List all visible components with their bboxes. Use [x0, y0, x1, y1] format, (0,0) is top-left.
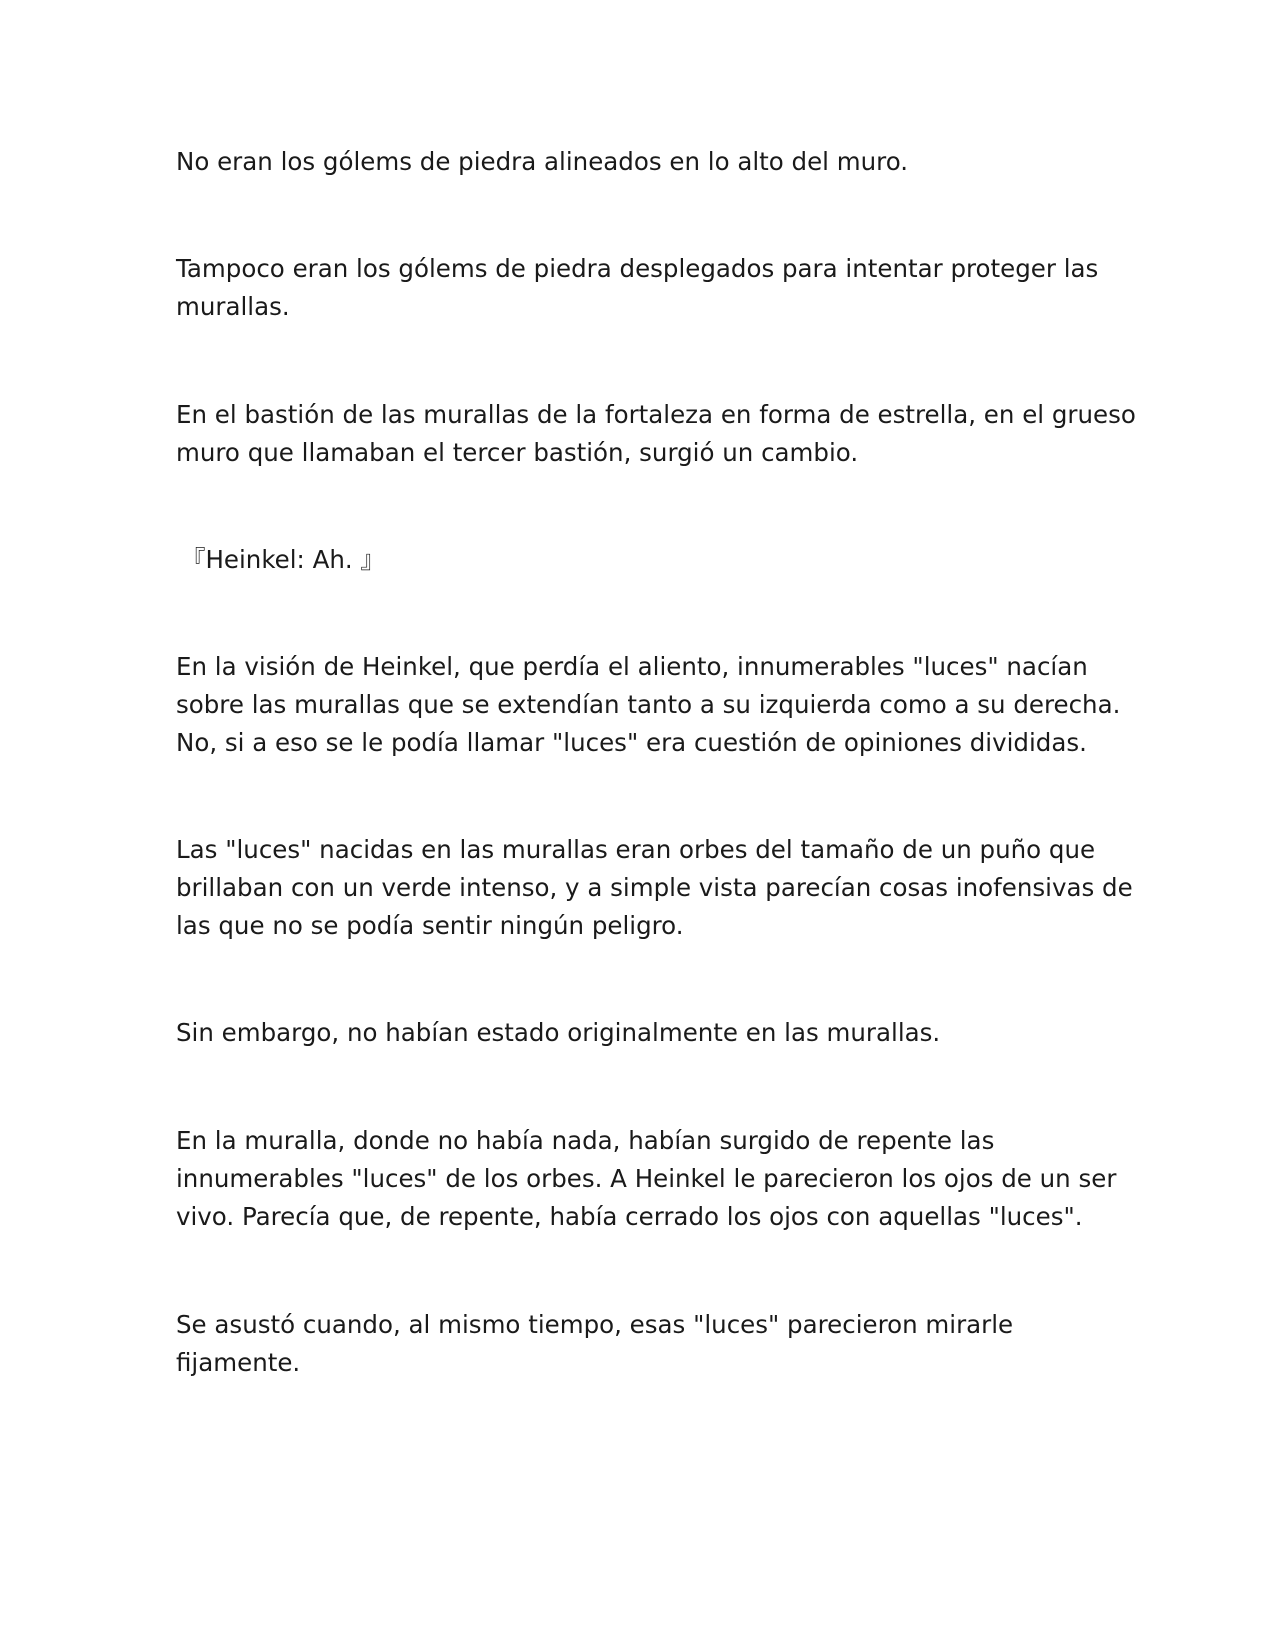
text-line: En el bastión de las murallas de la fortaleza en forma de estrella, en el grueso — [176, 400, 1136, 429]
text-line: muro que llamaban el tercer bastión, surgió un cambio. — [176, 438, 859, 467]
paragraph-6 — [176, 831, 1133, 945]
text-line: las que no se podía sentir ningún peligro. — [176, 911, 684, 940]
text-line: innumerables "luces" de los orbes. A Heinkel le parecieron los ojos de un ser — [176, 1164, 1117, 1193]
paragraph-7 — [176, 1014, 1096, 1052]
text-line: En la muralla, donde no había nada, habían surgido de repente las — [176, 1126, 995, 1155]
paragraph-2 — [176, 250, 1099, 326]
paragraph-1 — [176, 143, 1096, 181]
text-line: sobre las murallas que se extendían tanto a su izquierda como a su derecha. — [176, 690, 1121, 719]
text-line: Se asustó cuando, al mismo tiempo, esas "luces" parecieron mirarle — [176, 1310, 1014, 1339]
paragraph-9 — [176, 1306, 1096, 1382]
text-line: vivo. Parecía que, de repente, había cerrado los ojos con aquellas "luces". — [176, 1202, 1083, 1231]
text-line: brillaban con un verde intenso, y a simple vista parecían cosas inofensivas de — [176, 873, 1133, 902]
paragraph-8 — [176, 1122, 1117, 1236]
text-line: Las "luces" nacidas en las murallas eran orbes del tamaño de un puño que — [176, 835, 1096, 864]
text-line: En la visión de Heinkel, que perdía el aliento, innumerables "luces" nacían — [176, 652, 1088, 681]
text-line: fijamente. — [176, 1348, 301, 1377]
text-line: Sin embargo, no habían estado originalmente en las murallas. — [176, 1018, 941, 1047]
text-line: 『Heinkel: Ah. 』 — [181, 545, 385, 574]
text-line: Tampoco eran los gólems de piedra desplegados para intentar proteger las — [176, 254, 1099, 283]
text-line: No eran los gólems de piedra alineados en lo alto del muro. — [176, 147, 909, 176]
paragraph-5 — [176, 648, 1121, 762]
text-line: No, si a eso se le podía llamar "luces" era cuestión de opiniones divididas. — [176, 728, 1087, 757]
text-line: murallas. — [176, 292, 290, 321]
paragraph-3 — [176, 396, 1136, 472]
dialogue-line — [181, 541, 1101, 579]
